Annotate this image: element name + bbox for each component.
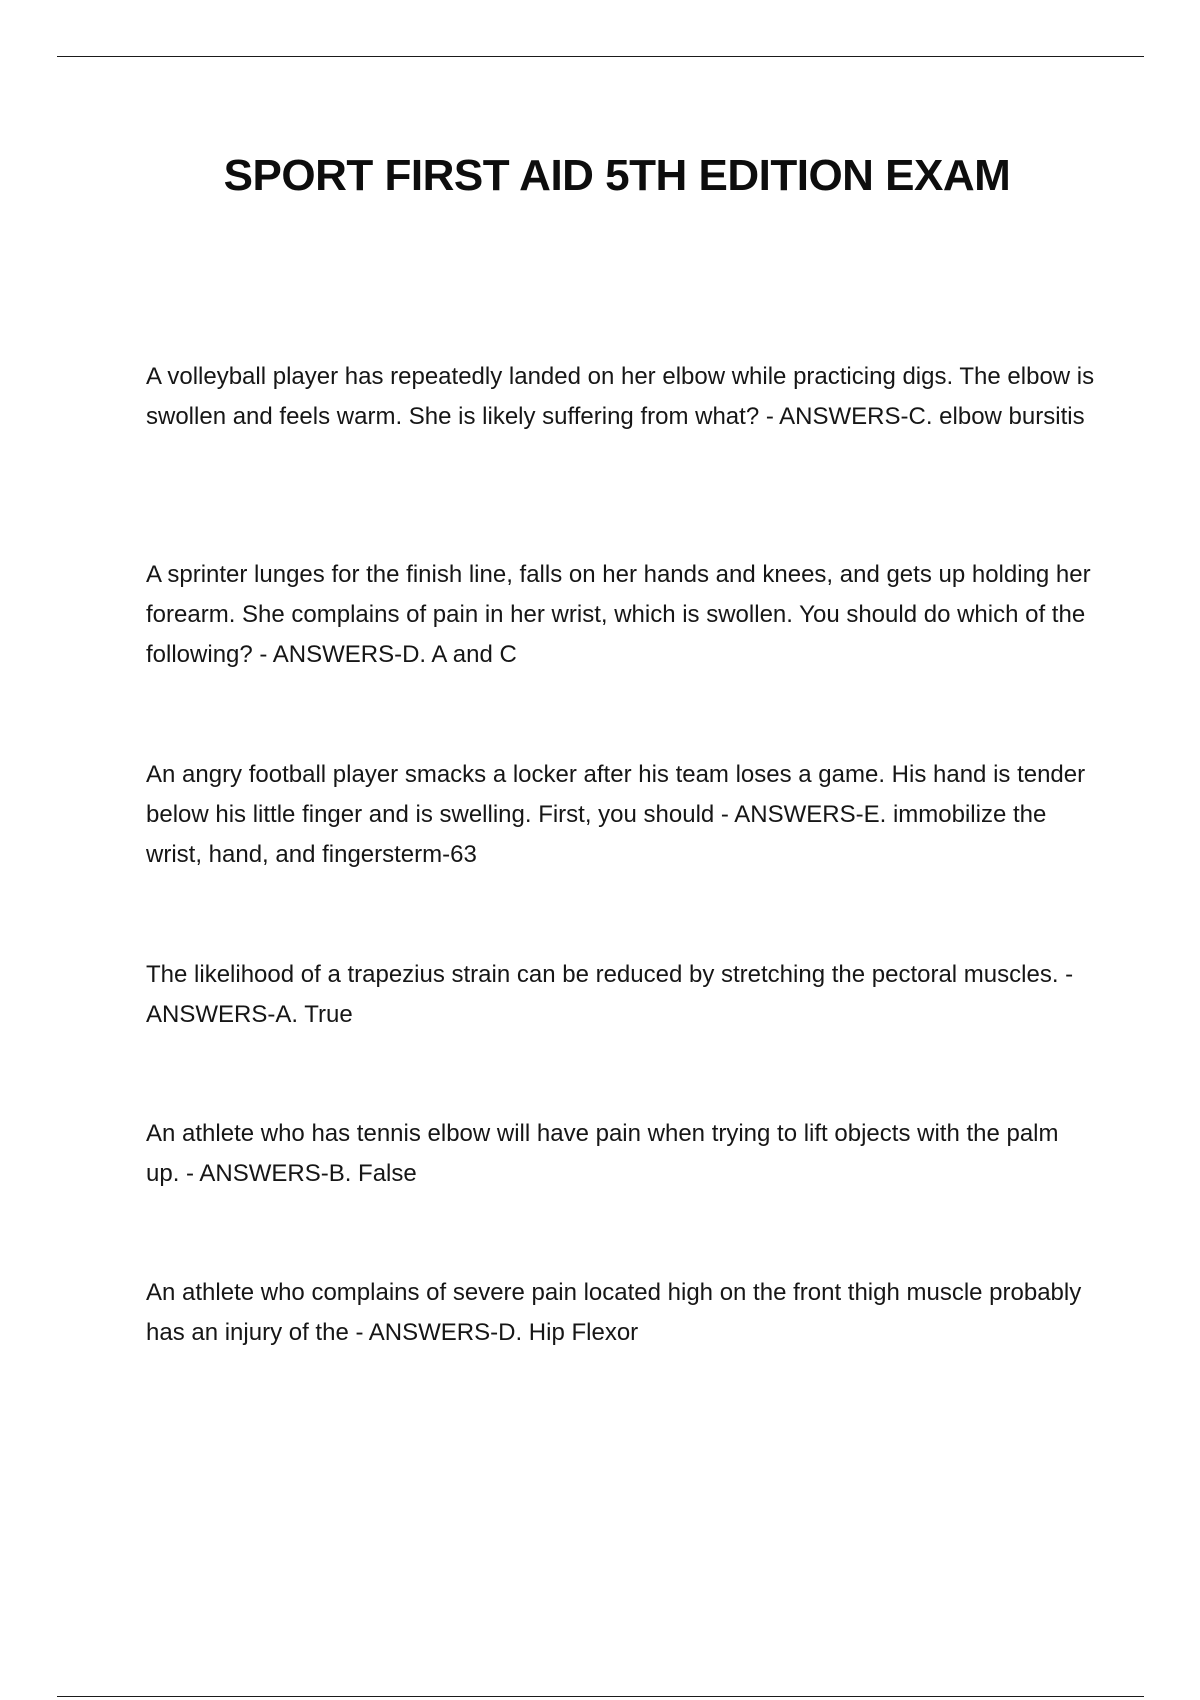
qa-item: The likelihood of a trapezius strain can be reduced by stretching the pectoral muscles. - ANSWERS-A. True: [146, 961, 1074, 1028]
qa-item: An angry football player smacks a locker after his team loses a game. His hand is tender below his little finger and is swelling. First, you should - ANSWERS-E. immobilize the wrist, hand, and fingersterm-63: [146, 761, 1086, 868]
bottom-rule: [57, 1696, 1144, 1697]
qa-item: An athlete who complains of severe pain located high on the front thigh muscle probably has an injury of the - ANSWERS-D. Hip Flexor: [146, 1279, 1082, 1346]
qa-item: A sprinter lunges for the finish line, falls on her hands and knees, and gets up holding her forearm. She complains of pain in her wrist, which is swollen. You should do which of the following? - ANSWERS-D. A and C: [146, 561, 1091, 668]
top-rule: [57, 56, 1144, 57]
page-title: SPORT FIRST AID 5TH EDITION EXAM: [223, 151, 1011, 200]
qa-item: A volleyball player has repeatedly landed on her elbow while practicing digs. The elbow is swollen and feels warm. She is likely suffering from what? - ANSWERS-C. elbow bursitis: [146, 363, 1095, 430]
qa-item: An athlete who has tennis elbow will have pain when trying to lift objects with the palm up. - ANSWERS-B. False: [146, 1120, 1059, 1187]
